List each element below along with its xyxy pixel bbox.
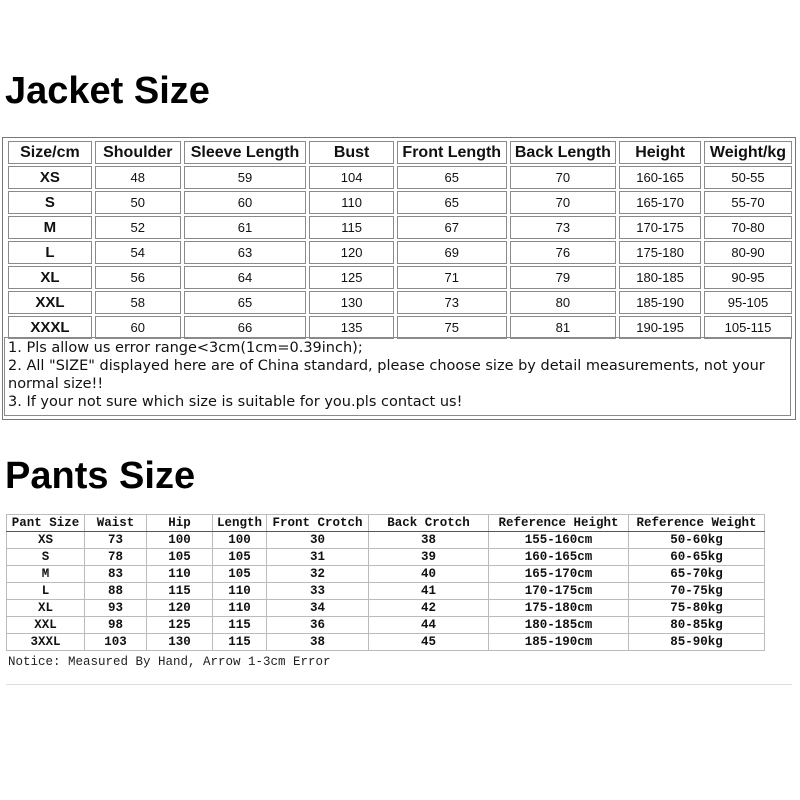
- jacket-note: 1. Pls allow us error range<3cm(1cm=0.39inch);: [8, 340, 363, 356]
- jacket-header-cell: Size/cm: [8, 141, 92, 164]
- jacket-cell: 80-90: [704, 241, 792, 264]
- jacket-header-cell: Bust: [309, 141, 394, 164]
- jacket-cell: 81: [510, 316, 617, 339]
- jacket-header-cell: Shoulder: [95, 141, 181, 164]
- pants-cell: 100: [213, 532, 267, 549]
- jacket-table-row: [8, 266, 792, 289]
- jacket-cell-size: XL: [8, 266, 92, 289]
- pants-cell: 105: [213, 549, 267, 566]
- jacket-cell-size: XXXL: [8, 316, 92, 339]
- jacket-cell: 95-105: [704, 291, 792, 314]
- jacket-cell: 52: [95, 216, 181, 239]
- pants-header-cell: Front Crotch: [267, 515, 369, 532]
- pants-cell: 32: [267, 566, 369, 583]
- pants-cell: 85-90kg: [629, 634, 765, 651]
- jacket-cell: 70: [510, 191, 617, 214]
- pants-header-cell: Reference Weight: [629, 515, 765, 532]
- pants-cell: 180-185cm: [489, 617, 629, 634]
- pants-cell: 130: [147, 634, 213, 651]
- pants-cell: 83: [85, 566, 147, 583]
- pants-cell: 155-160cm: [489, 532, 629, 549]
- jacket-cell: 76: [510, 241, 617, 264]
- pants-header-cell: Reference Height: [489, 515, 629, 532]
- jacket-cell: 60: [95, 316, 181, 339]
- jacket-note: 2. All "SIZE" displayed here are of China standard, please choose size by detail measurements, not your normal size!!: [8, 358, 765, 392]
- jacket-size-title: Jacket Size: [5, 70, 210, 112]
- pants-size-title: Pants Size: [5, 455, 196, 497]
- jacket-cell: 104: [309, 166, 394, 189]
- pants-cell: 175-180cm: [489, 600, 629, 617]
- jacket-cell: 64: [184, 266, 307, 289]
- pants-cell-size: XXL: [7, 617, 85, 634]
- pants-size-table: [6, 514, 765, 651]
- pants-cell: 31: [267, 549, 369, 566]
- jacket-cell: 110: [309, 191, 394, 214]
- pants-table-row: [7, 566, 765, 583]
- jacket-cell: 105-115: [704, 316, 792, 339]
- pants-cell: 80-85kg: [629, 617, 765, 634]
- pants-cell: 30: [267, 532, 369, 549]
- jacket-cell: 130: [309, 291, 394, 314]
- jacket-cell: 58: [95, 291, 181, 314]
- jacket-cell: 175-180: [619, 241, 701, 264]
- jacket-header-cell: Height: [619, 141, 701, 164]
- pants-cell-size: M: [7, 566, 85, 583]
- pants-cell: 93: [85, 600, 147, 617]
- pants-cell: 38: [369, 532, 489, 549]
- pants-table-row: [7, 617, 765, 634]
- jacket-cell: 135: [309, 316, 394, 339]
- jacket-cell: 180-185: [619, 266, 701, 289]
- jacket-header-cell: Back Length: [510, 141, 617, 164]
- pants-cell: 125: [147, 617, 213, 634]
- jacket-cell: 59: [184, 166, 307, 189]
- jacket-table-row: [8, 316, 792, 339]
- pants-cell: 98: [85, 617, 147, 634]
- jacket-cell-size: L: [8, 241, 92, 264]
- pants-header-cell: Back Crotch: [369, 515, 489, 532]
- jacket-cell-size: M: [8, 216, 92, 239]
- jacket-table-row: [8, 191, 792, 214]
- pants-cell: 40: [369, 566, 489, 583]
- jacket-cell: 160-165: [619, 166, 701, 189]
- jacket-cell: 55-70: [704, 191, 792, 214]
- pants-cell: 100: [147, 532, 213, 549]
- pants-cell: 45: [369, 634, 489, 651]
- pants-cell: 165-170cm: [489, 566, 629, 583]
- jacket-cell: 69: [397, 241, 507, 264]
- jacket-cell: 125: [309, 266, 394, 289]
- pants-cell-size: S: [7, 549, 85, 566]
- jacket-cell: 71: [397, 266, 507, 289]
- jacket-cell: 70-80: [704, 216, 792, 239]
- jacket-cell: 56: [95, 266, 181, 289]
- pants-cell: 75-80kg: [629, 600, 765, 617]
- pants-cell: 65-70kg: [629, 566, 765, 583]
- jacket-cell: 185-190: [619, 291, 701, 314]
- pants-cell: 44: [369, 617, 489, 634]
- jacket-cell: 165-170: [619, 191, 701, 214]
- pants-cell: 78: [85, 549, 147, 566]
- jacket-header-cell: Weight/kg: [704, 141, 792, 164]
- pants-cell: 110: [213, 583, 267, 600]
- pants-table-row: [7, 583, 765, 600]
- pants-header-cell: Hip: [147, 515, 213, 532]
- pants-table-row: [7, 634, 765, 651]
- pants-cell: 33: [267, 583, 369, 600]
- jacket-table-row: [8, 241, 792, 264]
- pants-cell: 50-60kg: [629, 532, 765, 549]
- jacket-cell: 60: [184, 191, 307, 214]
- jacket-cell: 50: [95, 191, 181, 214]
- jacket-cell: 63: [184, 241, 307, 264]
- pants-cell: 115: [147, 583, 213, 600]
- jacket-table-row: [8, 166, 792, 189]
- jacket-cell: 54: [95, 241, 181, 264]
- pants-cell-size: XS: [7, 532, 85, 549]
- jacket-cell: 61: [184, 216, 307, 239]
- jacket-cell: 80: [510, 291, 617, 314]
- jacket-table-row: [8, 291, 792, 314]
- pants-table-row: [7, 532, 765, 549]
- jacket-cell: 67: [397, 216, 507, 239]
- jacket-cell: 65: [397, 191, 507, 214]
- jacket-cell: 75: [397, 316, 507, 339]
- jacket-table-row: [8, 216, 792, 239]
- jacket-size-chart: [2, 137, 796, 420]
- pants-cell: 185-190cm: [489, 634, 629, 651]
- jacket-header-row: [8, 141, 792, 164]
- jacket-cell: 90-95: [704, 266, 792, 289]
- pants-cell: 160-165cm: [489, 549, 629, 566]
- pants-header-cell: Waist: [85, 515, 147, 532]
- pants-cell: 36: [267, 617, 369, 634]
- pants-cell: 105: [147, 549, 213, 566]
- jacket-header-cell: Sleeve Length: [184, 141, 307, 164]
- jacket-size-table: [5, 139, 795, 341]
- pants-cell: 42: [369, 600, 489, 617]
- jacket-notes: [4, 337, 791, 416]
- jacket-cell: 120: [309, 241, 394, 264]
- jacket-cell: 70: [510, 166, 617, 189]
- jacket-cell: 115: [309, 216, 394, 239]
- pants-cell-size: 3XXL: [7, 634, 85, 651]
- pants-table-row: [7, 549, 765, 566]
- pants-cell: 170-175cm: [489, 583, 629, 600]
- jacket-header-cell: Front Length: [397, 141, 507, 164]
- jacket-cell: 73: [510, 216, 617, 239]
- jacket-cell: 66: [184, 316, 307, 339]
- pants-cell: 88: [85, 583, 147, 600]
- jacket-cell: 65: [184, 291, 307, 314]
- jacket-note: 3. If your not sure which size is suitable for you.pls contact us!: [8, 394, 463, 410]
- pants-header-cell: Length: [213, 515, 267, 532]
- pants-cell: 105: [213, 566, 267, 583]
- jacket-cell: 170-175: [619, 216, 701, 239]
- jacket-cell: 65: [397, 166, 507, 189]
- jacket-cell: 50-55: [704, 166, 792, 189]
- pants-cell: 110: [147, 566, 213, 583]
- pants-cell-size: XL: [7, 600, 85, 617]
- pants-cell: 73: [85, 532, 147, 549]
- jacket-cell-size: S: [8, 191, 92, 214]
- jacket-cell-size: XS: [8, 166, 92, 189]
- pants-cell: 38: [267, 634, 369, 651]
- pants-cell: 103: [85, 634, 147, 651]
- jacket-cell: 73: [397, 291, 507, 314]
- pants-cell: 115: [213, 617, 267, 634]
- pants-cell: 41: [369, 583, 489, 600]
- jacket-cell: 190-195: [619, 316, 701, 339]
- pants-cell: 115: [213, 634, 267, 651]
- jacket-cell: 48: [95, 166, 181, 189]
- pants-notice: Notice: Measured By Hand, Arrow 1-3cm Error: [8, 655, 331, 669]
- pants-header-row: [7, 515, 765, 532]
- pants-cell: 110: [213, 600, 267, 617]
- pants-table-row: [7, 600, 765, 617]
- pants-cell: 120: [147, 600, 213, 617]
- pants-cell: 70-75kg: [629, 583, 765, 600]
- jacket-cell: 79: [510, 266, 617, 289]
- pants-cell: 60-65kg: [629, 549, 765, 566]
- pants-empty-grid-row: [6, 670, 792, 685]
- pants-header-cell: Pant Size: [7, 515, 85, 532]
- pants-cell: 34: [267, 600, 369, 617]
- jacket-cell-size: XXL: [8, 291, 92, 314]
- pants-cell-size: L: [7, 583, 85, 600]
- pants-cell: 39: [369, 549, 489, 566]
